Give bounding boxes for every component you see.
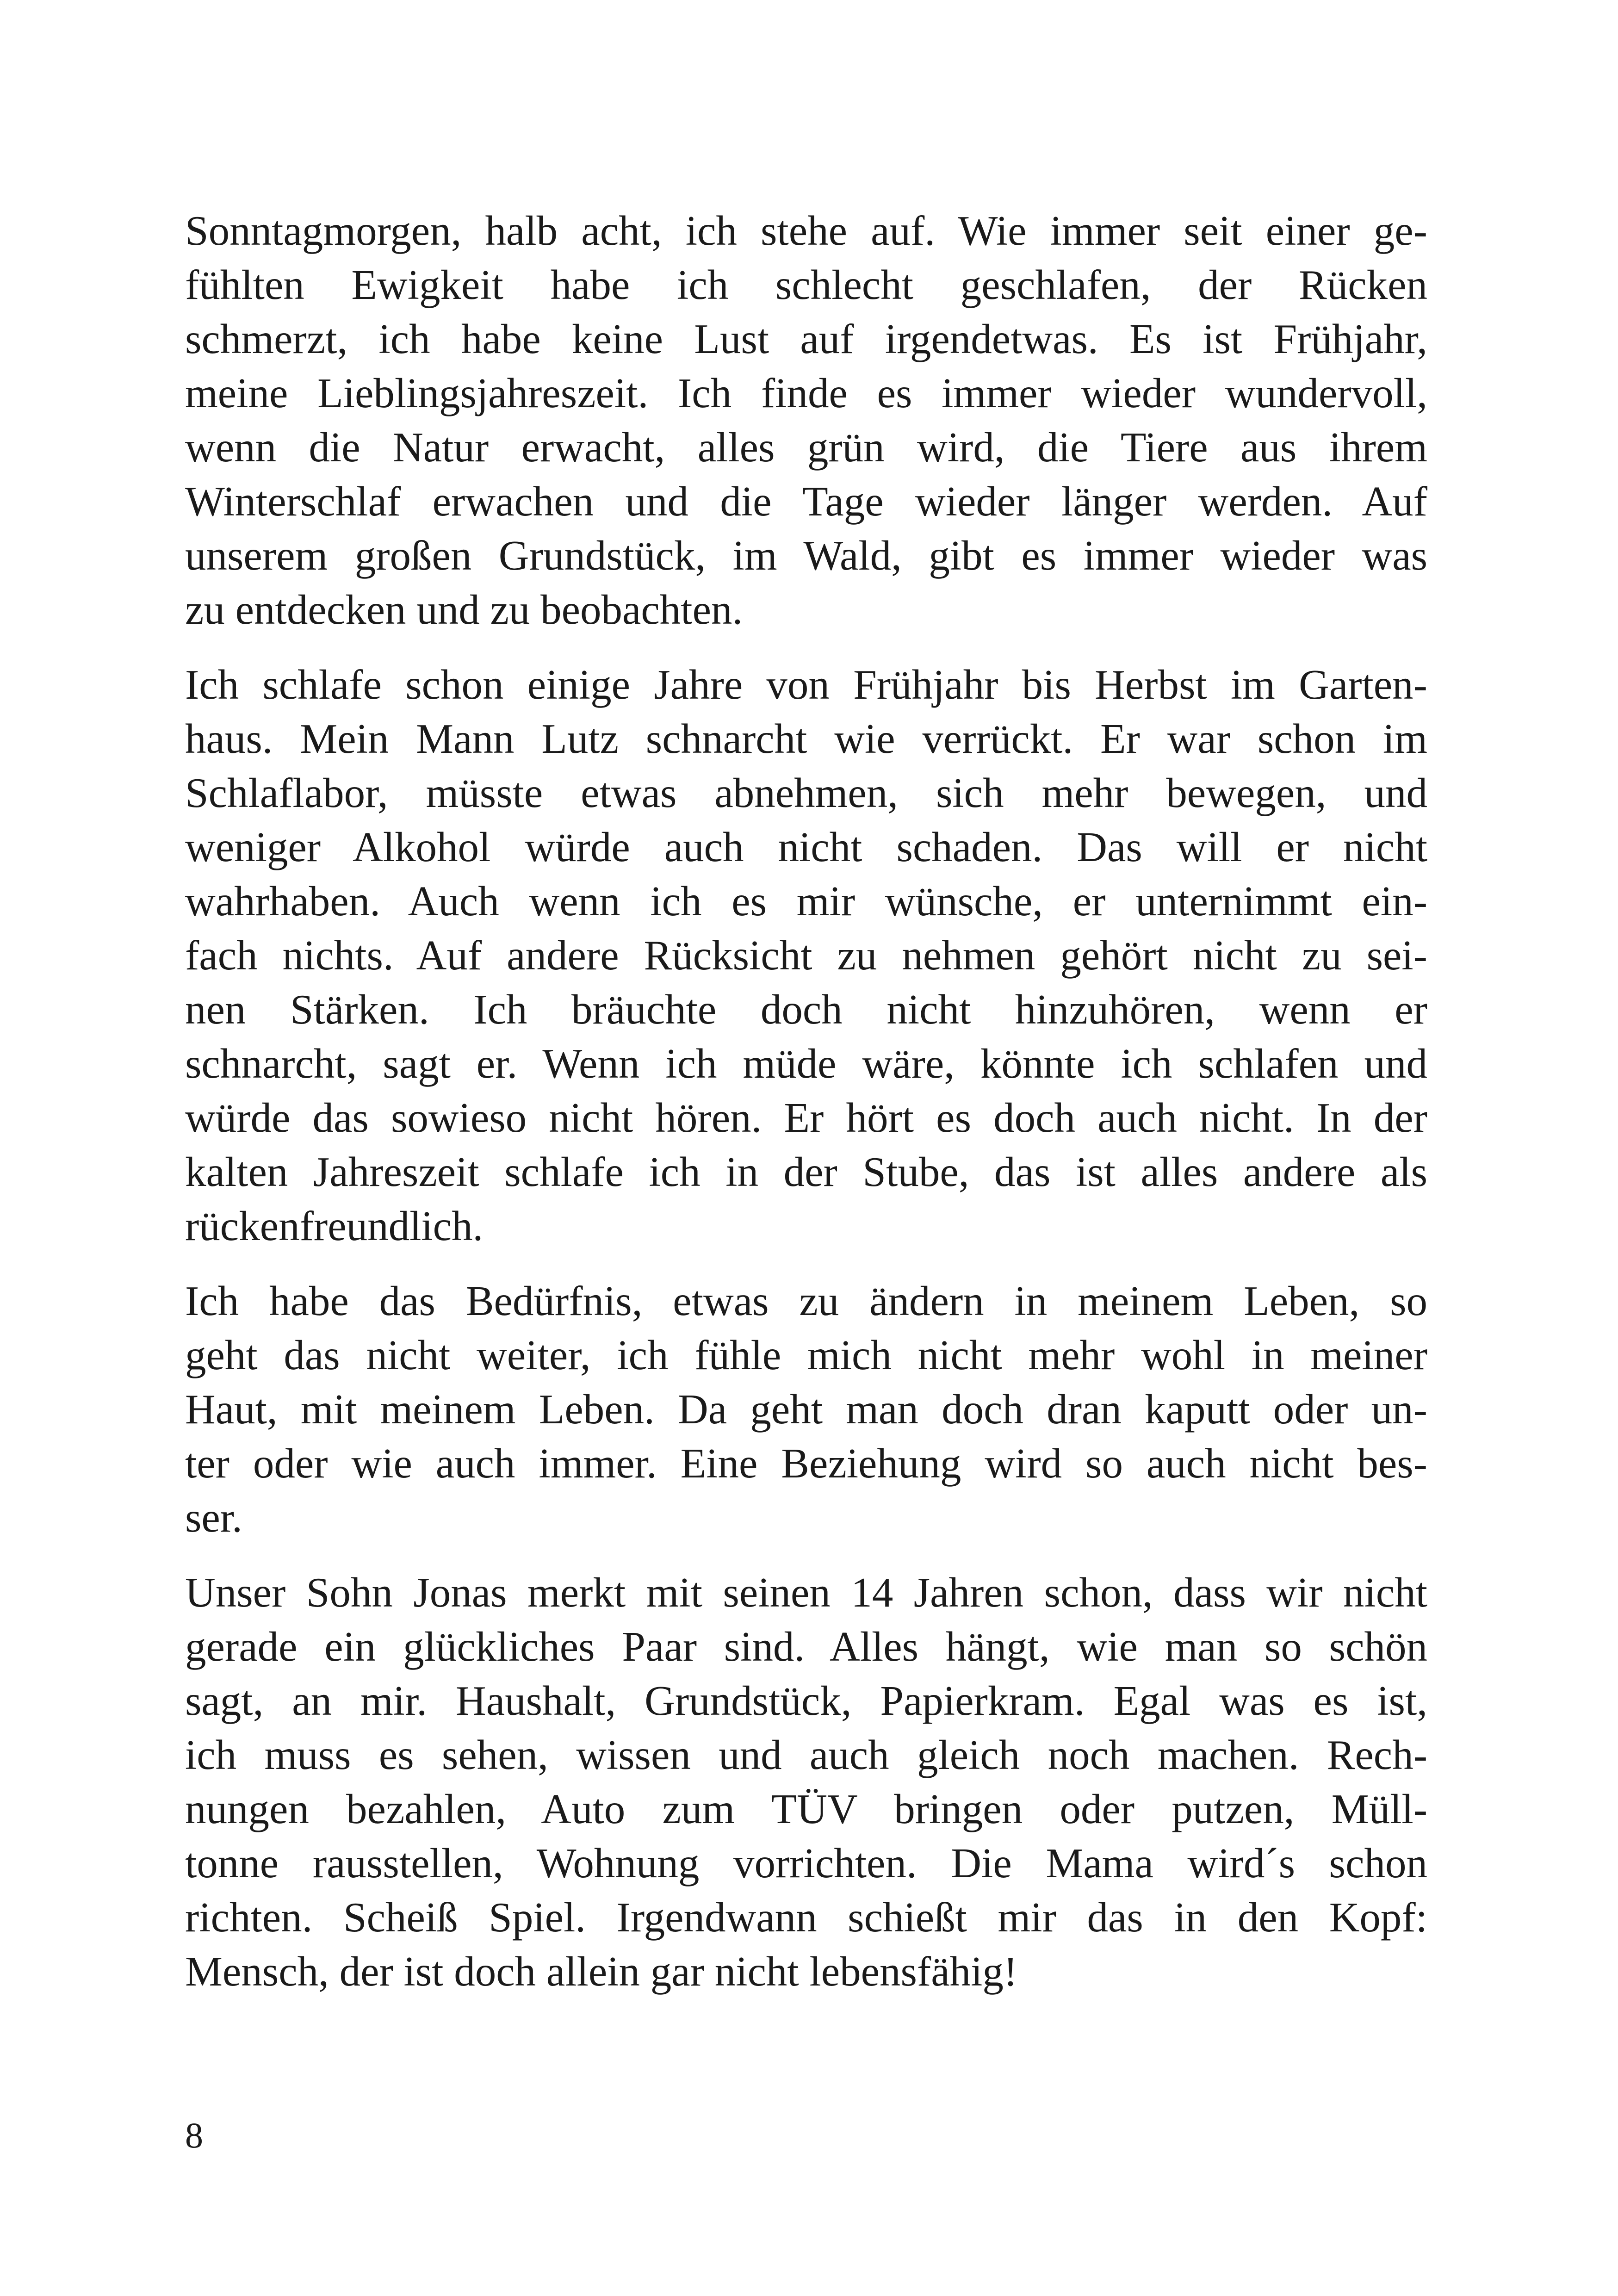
text-line: Ich schlafe schon einige Jahre von Frühjahr bis Herbst im Garten- [185,661,1427,708]
text-line: gerade ein glückliches Paar sind. Alles hängt, wie man so schön [185,1623,1427,1670]
text-line: fach nichts. Auf andere Rücksicht zu nehmen gehört nicht zu sei- [185,932,1427,979]
paragraph-2 [185,658,1427,1253]
page-number: 8 [185,2115,203,2155]
paragraph-3 [185,1274,1427,1545]
text-line: richten. Scheiß Spiel. Irgendwann schießt mir das in den Kopf: [185,1894,1427,1941]
text-line: Ich habe das Bedürfnis, etwas zu ändern in meinem Leben, so [185,1278,1427,1324]
text-line: schmerzt, ich habe keine Lust auf irgendetwas. Es ist Frühjahr, [185,316,1427,362]
text-line: fühlten Ewigkeit habe ich schlecht geschlafen, der Rücken [185,261,1427,308]
text-line: tonne rausstellen, Wohnung vorrichten. Die Mama wird´s schon [185,1840,1427,1886]
text-line: ter oder wie auch immer. Eine Beziehung wird so auch nicht bes- [185,1440,1427,1487]
text-line: haus. Mein Mann Lutz schnarcht wie verrückt. Er war schon im [185,715,1427,762]
paragraph-4 [185,1565,1427,1998]
text-line: nen Stärken. Ich bräuchte doch nicht hinzuhören, wenn er [185,986,1427,1033]
text-line: wenn die Natur erwacht, alles grün wird, die Tiere aus ihrem [185,424,1427,471]
text-line: Schlaflabor, müsste etwas abnehmen, sich mehr bewegen, und [185,769,1427,816]
text-line: sagt, an mir. Haushalt, Grundstück, Papierkram. Egal was es ist, [185,1677,1427,1724]
text-line: nungen bezahlen, Auto zum TÜV bringen oder putzen, Müll- [185,1786,1427,1832]
text-line: würde das sowieso nicht hören. Er hört es doch auch nicht. In der [185,1094,1427,1141]
text-line: kalten Jahreszeit schlafe ich in der Stube, das ist alles andere als [185,1148,1427,1195]
text-line: meine Lieblingsjahreszeit. Ich finde es immer wieder wundervoll, [185,370,1427,416]
text-line: weniger Alkohol würde auch nicht schaden. Das will er nicht [185,824,1427,870]
text-line: Winterschlaf erwachen und die Tage wieder länger werden. Auf [185,478,1427,525]
text-line: geht das nicht weiter, ich fühle mich nicht mehr wohl in meiner [185,1332,1427,1378]
text-line: Mensch, der ist doch allein gar nicht lebensfähig! [185,1948,1018,1995]
body-text [185,204,1427,2019]
text-line: Haut, mit meinem Leben. Da geht man doch dran kaputt oder un- [185,1386,1427,1433]
paragraph-1 [185,204,1427,637]
text-line: rückenfreundlich. [185,1203,484,1249]
text-line: Unser Sohn Jonas merkt mit seinen 14 Jahren schon, dass wir nicht [185,1569,1427,1616]
text-line: ich muss es sehen, wissen und auch gleich noch machen. Rech- [185,1731,1427,1778]
text-line: schnarcht, sagt er. Wenn ich müde wäre, könnte ich schlafen und [185,1040,1427,1087]
text-line: Sonntagmorgen, halb acht, ich stehe auf. Wie immer seit einer ge- [185,207,1427,254]
text-line: zu entdecken und zu beobachten. [185,586,743,633]
text-line: wahrhaben. Auch wenn ich es mir wünsche, er unternimmt ein- [185,878,1427,925]
text-line: unserem großen Grundstück, im Wald, gibt es immer wieder was [185,532,1427,579]
text-line: ser. [185,1494,242,1541]
